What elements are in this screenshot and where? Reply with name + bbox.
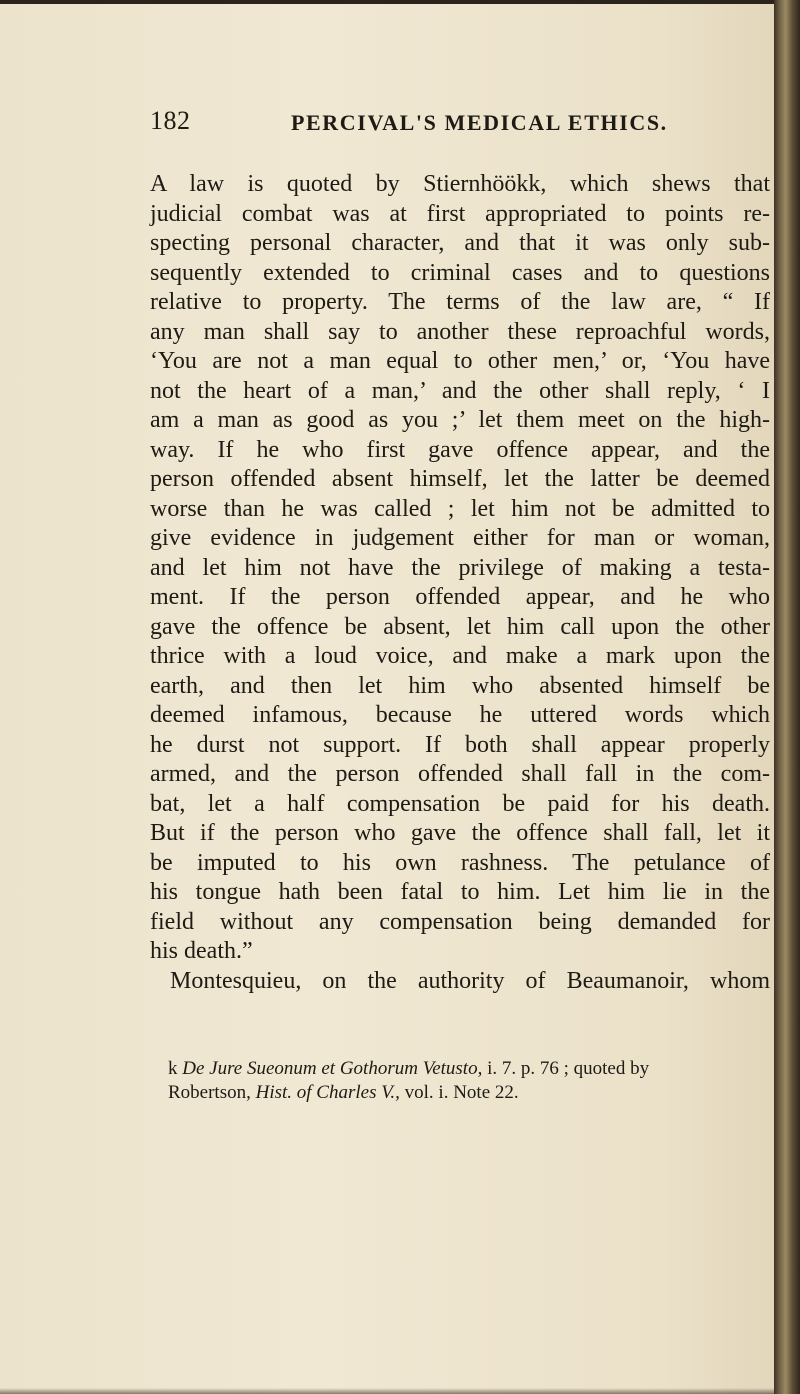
footnote-ref: i. 7. p. 76 ; quoted by xyxy=(482,1058,650,1079)
text-line: gave the offence be absent, let him call upon the other xyxy=(150,613,770,640)
text-line: field without any compensation being demanded for xyxy=(150,908,770,935)
text-line: sequently extended to criminal cases and to questions xyxy=(150,259,770,286)
footnote-title: De Jure Sueonum et Gothorum Vetusto, xyxy=(182,1058,483,1079)
text-line: person offended absent himself, let the latter be deemed xyxy=(150,466,770,492)
page-header xyxy=(150,106,770,146)
text-line: and let him not have the privilege of making a testa- xyxy=(150,554,770,581)
text-line: be imputed to his own rashness. The petulance of xyxy=(150,849,770,876)
footnote-volume: vol. i. Note 22. xyxy=(399,1082,519,1103)
text-line: A law is quoted by Stiernhöökk, which shews that xyxy=(150,171,770,197)
text-line: worse than he was called ; let him not be admitted to xyxy=(150,495,770,522)
bottom-shade xyxy=(0,1388,780,1394)
body-text xyxy=(150,170,770,996)
text-line: am a man as good as you ;’ let them meet on the high- xyxy=(150,407,770,433)
text-line: thrice with a loud voice, and make a mark upon the xyxy=(150,643,770,669)
text-line: relative to property. The terms of the law are, “ If xyxy=(150,289,770,315)
footnote-author: Robertson, xyxy=(168,1082,256,1103)
text-line: way. If he who first gave offence appear, and the xyxy=(150,436,770,463)
text-line: he durst not support. If both shall appear properly xyxy=(150,731,770,758)
text-line: any man shall say to another these reproachful words, xyxy=(150,318,770,345)
text-line: not the heart of a man,’ and the other shall reply, ‘ I xyxy=(150,377,770,404)
footnote-line xyxy=(168,1057,773,1081)
page-number: 182 xyxy=(150,106,191,135)
footnote-marker: k xyxy=(168,1058,178,1079)
text-line: But if the person who gave the offence shall fall, let it xyxy=(150,820,770,846)
text-line: bat, let a half compensation be paid for his death. xyxy=(150,790,770,817)
text-line: his tongue hath been fatal to him. Let him lie in the xyxy=(150,879,770,905)
text-line: ‘You are not a man equal to other men,’ or, ‘You have xyxy=(150,348,770,374)
text-line: his death.” xyxy=(150,938,253,964)
footnote-book-title: Hist. of Charles V., xyxy=(255,1082,400,1103)
text-line: armed, and the person offended shall fall in the com- xyxy=(150,761,770,787)
running-head: PERCIVAL'S MEDICAL ETHICS. xyxy=(291,110,668,135)
text-line: earth, and then let him who absented himself be xyxy=(150,672,770,699)
text-line: give evidence in judgement either for man or woman, xyxy=(150,525,770,551)
text-line: specting personal character, and that it was only sub- xyxy=(150,230,770,256)
footnote-line xyxy=(168,1081,773,1105)
footnote xyxy=(168,1057,773,1105)
text-line: deemed infamous, because he uttered words which xyxy=(150,702,770,728)
book-spine-edge xyxy=(774,0,800,1394)
text-line: ment. If the person offended appear, and he who xyxy=(150,584,770,610)
top-border xyxy=(0,0,780,4)
text-line: judicial combat was at first appropriated to points re- xyxy=(150,200,770,227)
text-line: Montesquieu, on the authority of Beaumanoir, whom xyxy=(170,967,770,994)
